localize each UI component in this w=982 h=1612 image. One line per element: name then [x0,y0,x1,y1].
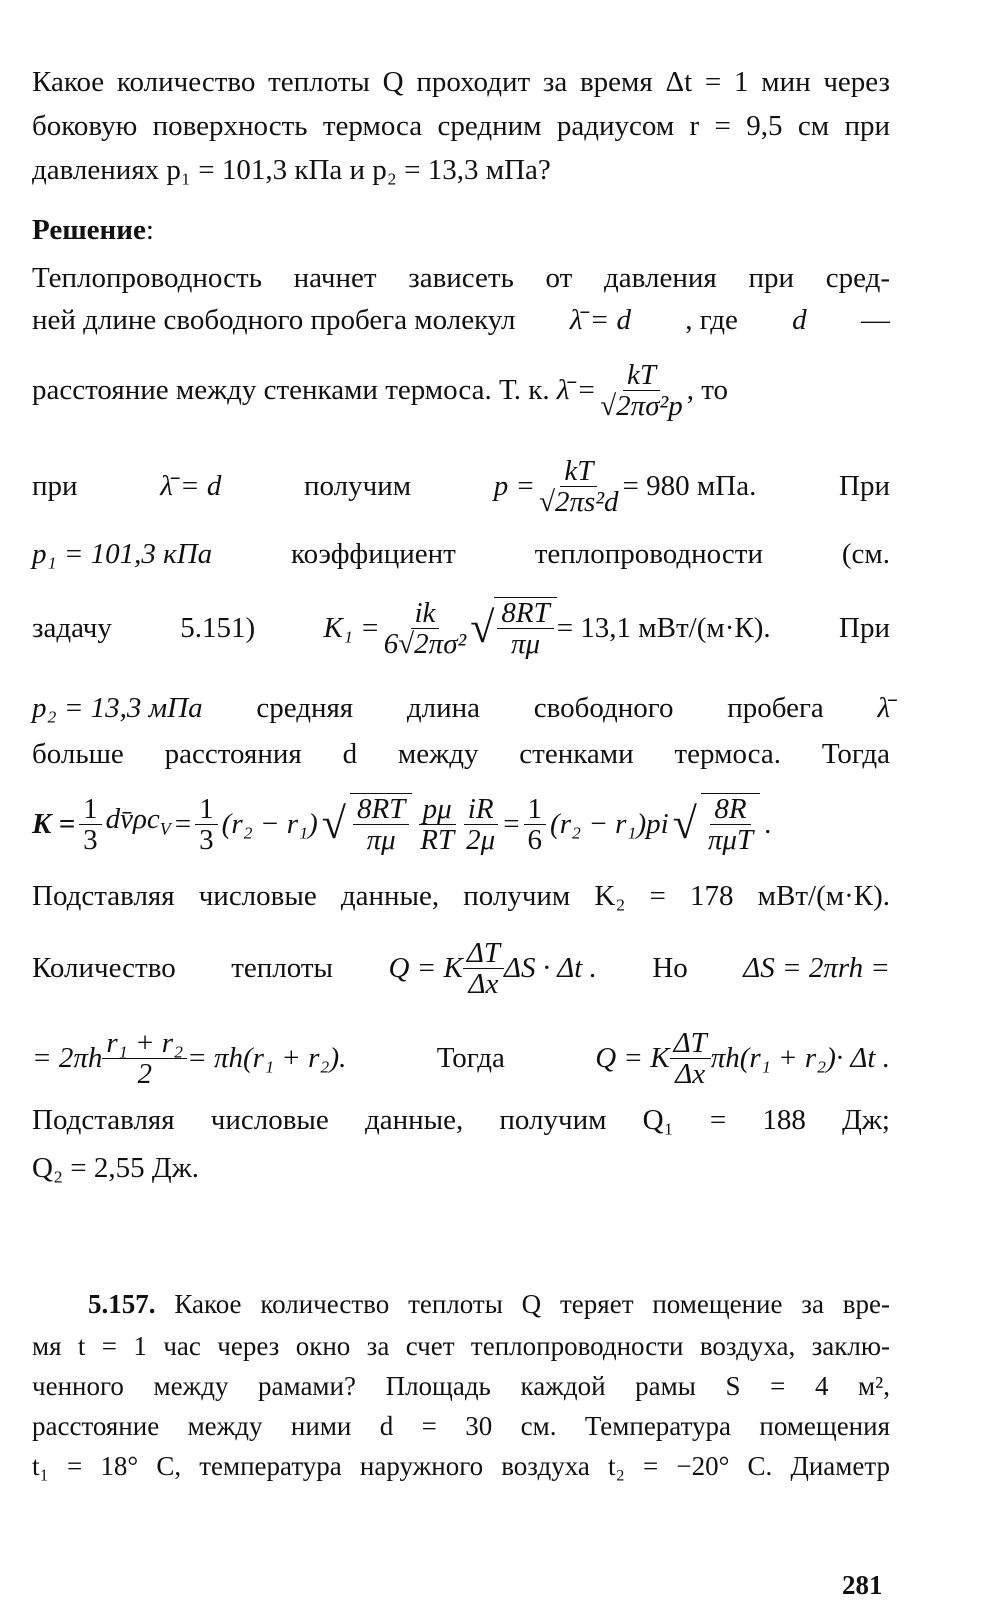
solution-l11a: Количество [32,952,176,984]
next-problem-l1: Какое количество теплоты Q теряет помещение за вре- [174,1289,890,1319]
page-number: 281 [842,1570,883,1600]
solution-l5d: (см. [841,538,890,570]
solution-l12d: Q = K [595,1042,670,1074]
solution-heading [32,212,890,248]
solution-l12e: πh(r₁ + r₂)· Δt . [710,1042,890,1074]
fraction-numerator: kT [560,456,597,487]
problem-text-line-1: Какое количество теплоты Q проходит за время Δt = 1 мин через [32,66,890,98]
fraction-numerator: 8RT [353,794,409,825]
solution-l7c: длина [406,692,481,724]
fraction-numerator: 1 [524,794,547,825]
solution-l3c: , то [686,374,729,406]
solution-l7f: λ̄ [877,692,890,724]
solution-line-6 [32,588,890,668]
fraction-denominator: 2 [137,1057,153,1090]
solution-l12b: = πh(r₁ + r₂). [187,1042,347,1074]
fraction-dt-dx [463,938,504,999]
solution-line-12 [32,1018,890,1098]
solution-line-13: Подставляя числовые данные, получим Q₁ = 188 Дж; [32,1104,890,1136]
fraction-denominator: πμ [366,824,396,856]
sqrt-icon: √ [672,799,697,848]
solution-line-9 [32,782,890,866]
solution-l2e: — [860,304,890,336]
solution-l4c: получим [304,470,412,502]
solution-l12c: Тогда [436,1042,505,1074]
next-problem-line-2: мя t = 1 час через окно за счет теплопроводности воздуха, заклю- [32,1331,890,1361]
solution-l4f: При [839,470,890,502]
fraction-denominator: RT [420,823,455,856]
fraction-denominator: √2πs²d [539,485,619,518]
fraction-numerator: iR [464,794,498,825]
fraction-denominator: √2πσ²p [600,389,683,422]
fraction-denominator: 2μ [466,823,496,856]
solution-l3a: расстояние между стенками термоса. Т. к. [32,374,550,406]
formula-lambda: λ̄ = [556,374,597,406]
fraction-denominator: Δx [675,1057,706,1090]
solution-line-7 [32,690,890,726]
fraction-numerator: ΔT [463,938,504,969]
solution-l6c: K₁ = [323,612,380,644]
solution-line-3 [32,350,890,430]
solution-l9a: K = [32,808,76,840]
solution-l9g: . [764,808,772,840]
fraction-numerator: 8R [710,794,750,825]
solution-l6d: = 13,1 мВт/(м·К). [556,612,771,644]
fraction-dt-dx-2 [670,1028,711,1089]
fraction-numerator: kT [623,360,660,391]
solution-l6a: задачу [32,612,112,644]
solution-l9b: $dv̄\rho c_V$ [105,803,171,839]
solution-line-5 [32,536,890,572]
solution-l11f: ΔS = 2πrh = [743,952,890,984]
solution-l4a: при [32,470,78,502]
solution-l7b: средняя [256,692,354,724]
solution-l7a: p₂ = 13,3 мПа [32,692,203,724]
solution-l7e: пробега [727,692,824,724]
solution-line-10: Подставляя числовые данные, получим K₂ = 178 мВт/(м·К). [32,880,890,912]
solution-l7d: свободного [533,692,674,724]
solution-l9d: (r₂ − r₁) [221,808,318,840]
fraction-numerator: ik [411,598,440,629]
solution-l11e: Но [652,952,688,984]
solution-l4d: p = [493,470,536,502]
formula-root-8r [704,794,757,855]
fraction-numerator: 1 [195,794,218,825]
fraction-numerator: pμ [419,794,456,825]
solution-l12a: = 2πh [32,1042,103,1074]
formula-lambda-eq-d: λ̄ = d [569,304,631,336]
fraction-r1-plus-r2 [102,1028,187,1089]
sqrt-icon: √ [470,603,495,652]
sqrt-icon: √ [321,799,346,848]
fraction-pmu-rt [416,794,458,855]
solution-l2c: , где [685,304,738,336]
next-problem-line-5: t₁ = 18° С, температура наружного воздуха t₂ = −20° С. Диаметр [32,1451,890,1481]
fraction-denominator: Δx [468,967,499,1000]
next-problem-line-1 [32,1286,890,1322]
solution-l5b: коэффициент [291,538,456,570]
solution-l6b: 5.151) [180,612,256,644]
fraction-numerator: ΔT [670,1028,711,1059]
fraction-numerator: r₁ + r₂ [102,1028,187,1059]
problem-text-line-3: давлениях p₁ = 101,3 кПа и p₂ = 13,3 мПа? [32,154,551,186]
formula-lambda-eq-d-2: λ̄ = d [160,470,222,502]
formula-k1-fraction [380,598,470,659]
fraction-denominator: 3 [83,823,98,856]
solution-l11d: ΔS · Δt . [504,952,597,984]
solution-heading-word: Решение [32,214,146,246]
solution-l9e: = [503,808,520,840]
fraction-denominator: 6√2πσ² [383,627,467,660]
next-problem-line-4: расстояние между ними d = 30 см. Температура помещения [32,1411,890,1441]
next-problem-line-3: ченного между рамами? Площадь каждой рамы S = 4 м², [32,1371,890,1401]
formula-mean-free-path [596,360,686,421]
solution-l2d: d [792,304,807,336]
fraction-numerator: 1 [79,794,102,825]
solution-l11c: Q = K [388,952,463,984]
solution-line-4 [32,446,890,526]
formula-pressure [535,456,622,517]
fraction-denominator: πμT [707,824,754,856]
solution-l4e: = 980 мПа. [622,470,757,502]
solution-l6e: При [839,612,890,644]
fraction-one-third [79,794,102,855]
fraction-one-third-2 [195,794,218,855]
solution-l9f: (r₂ − r₁)pi [550,808,669,840]
solution-line-1: Теплопроводность начнет зависеть от давления при сред- [32,262,890,294]
formula-root-8rt [353,794,409,855]
problem-text-line-2: боковую поверхность термоса средним радиусом r = 9,5 см при [32,110,890,142]
solution-l2a: ней длине свободного пробега молекул [32,304,516,336]
fraction-one-sixth [524,794,547,855]
solution-l5c: теплопроводности [534,538,763,570]
solution-l9c: = [174,808,192,840]
solution-line-8: больше расстояния d между стенками термоса. Тогда [32,738,890,770]
fraction-denominator: 3 [199,823,214,856]
solution-line-11 [32,928,890,1008]
solution-line-14: Q₂ = 2,55 Дж. [32,1152,199,1184]
solution-l5a: p₁ = 101,3 кПа [32,538,213,570]
solution-l11b: теплоты [231,952,334,984]
fraction-denominator: πμ [510,628,541,660]
subscript-v: V [159,818,171,839]
formula-k1-root [497,598,553,659]
problem-number: 5.157. [88,1289,156,1319]
solution-line-2 [32,302,890,338]
solution-heading-colon: : [145,214,154,246]
fraction-numerator: 8RT [497,598,553,629]
fraction-denominator: 6 [527,823,543,856]
fraction-ir-2mu [462,794,499,855]
